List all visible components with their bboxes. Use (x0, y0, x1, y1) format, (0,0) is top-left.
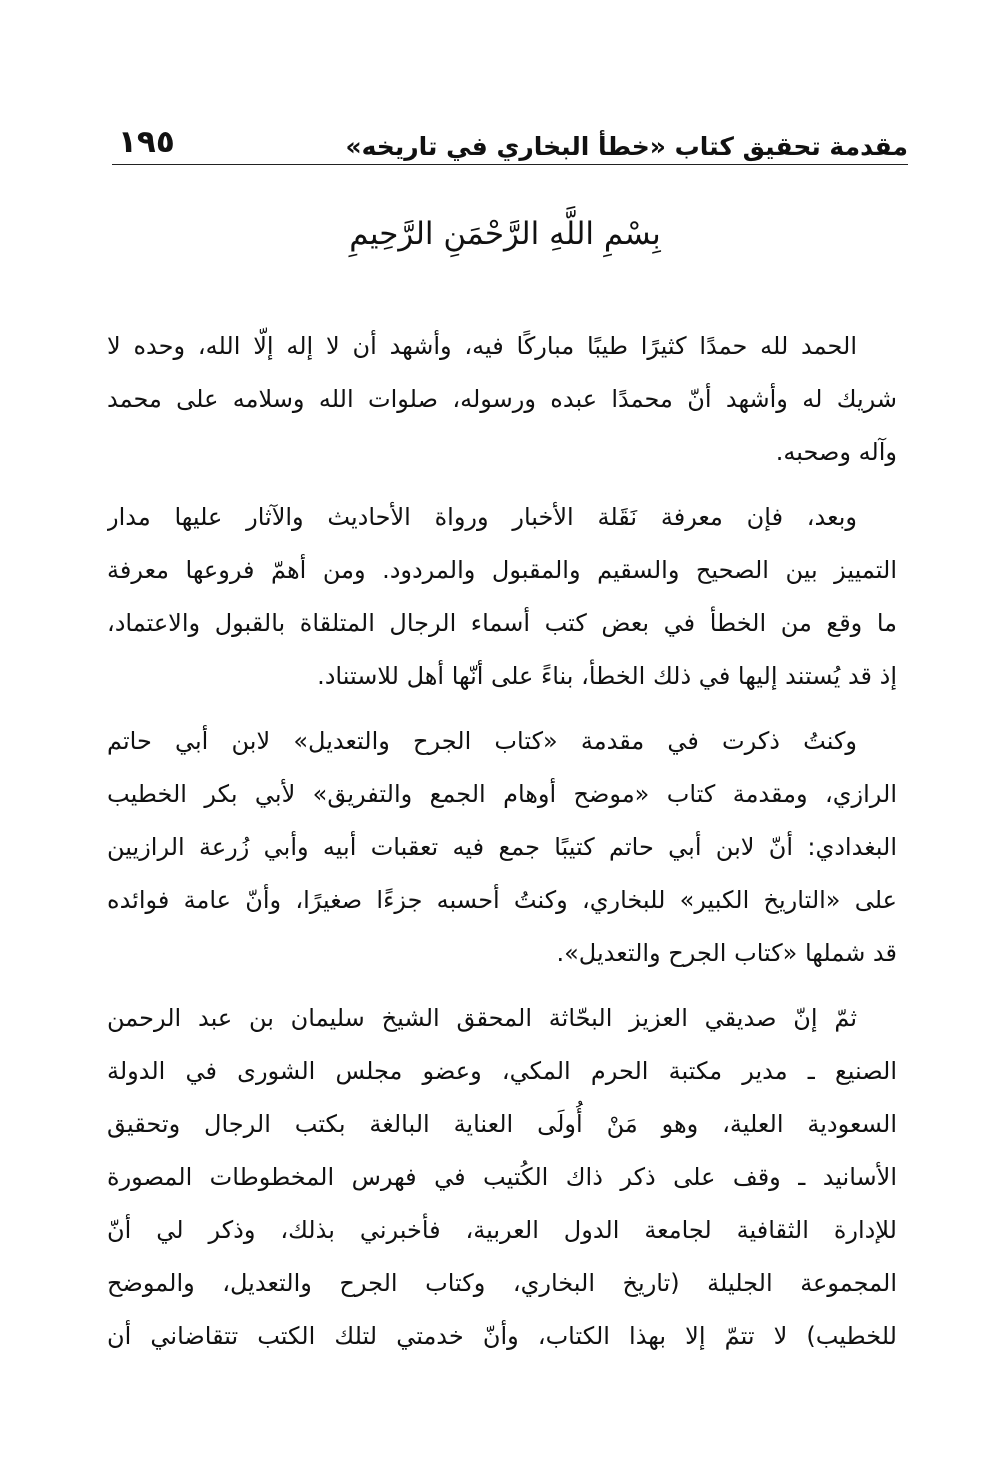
text-line: للخطيب) لا تتمّ إلا بهذا الكتاب، وأنّ خدمتي لتلك الكتب تتقاضاني أن (107, 1322, 897, 1350)
text-line: وكنتُ ذكرت في مقدمة «كتاب الجرح والتعديل» لابن أبي حاتم (107, 727, 857, 755)
text-line: الأسانيد ـ وقف على ذكر ذاك الكُتيب في فهرس المخطوطات المصورة (107, 1163, 897, 1191)
text-line: وبعد، فإن معرفة نَقَلة الأخبار ورواة الأحاديث والآثار عليها مدار (107, 503, 857, 531)
text-line: إذ قد يُستند إليها في ذلك الخطأ، بناءً على أنّها أهل للاستناد. (317, 662, 897, 690)
text-line: السعودية العلية، وهو مَنْ أُولَى العناية البالغة بكتب الرجال وتحقيق (107, 1110, 897, 1138)
text-line: المجموعة الجليلة (تاريخ البخاري، وكتاب الجرح والتعديل، والموضح (107, 1269, 897, 1297)
basmala-calligraphy: بِسْمِ اللَّهِ الرَّحْمَنِ الرَّحِيمِ (349, 216, 661, 252)
text-line: الصنيع ـ مدير مكتبة الحرم المكي، وعضو مجلس الشورى في الدولة (107, 1057, 897, 1085)
paragraph-1 (107, 320, 897, 479)
paragraph-3 (107, 715, 897, 980)
text-line: التمييز بين الصحيح والسقيم والمقبول والمردود. ومن أهمّ فروعها معرفة (107, 556, 897, 584)
text-line: قد شملها «كتاب الجرح والتعديل». (556, 939, 897, 967)
page-header (112, 118, 908, 168)
text-line: للإدارة الثقافية لجامعة الدول العربية، فأخبرني بذلك، وذكر لي أنّ (107, 1216, 897, 1244)
text-line: الحمد لله حمدًا كثيرًا طيبًا مباركًا فيه، وأشهد أن لا إله إلّا الله، وحده لا (107, 332, 857, 360)
text-line: شريك له وأشهد أنّ محمدًا عبده ورسوله، صلوات الله وسلامه على محمد (107, 385, 897, 413)
text-line: الرازي، ومقدمة كتاب «موضح أوهام الجمع والتفريق» لأبي بكر الخطيب (107, 780, 897, 808)
text-line: ثمّ إنّ صديقي العزيز البحّاثة المحقق الشيخ سليمان بن عبد الرحمن (107, 1004, 857, 1032)
main-text (107, 320, 897, 1375)
text-line: البغدادي: أنّ لابن أبي حاتم كتيبًا جمع فيه تعقبات أبيه وأبي زُرعة الرازيين (107, 833, 897, 861)
text-line: على «التاريخ الكبير» للبخاري، وكنتُ أحسبه جزءًا صغيرًا، وأنّ عامة فوائده (107, 886, 897, 914)
paragraph-4 (107, 992, 897, 1363)
header-divider (112, 164, 908, 165)
running-head: مقدمة تحقيق كتاب «خطأ البخاري في تاريخه» (345, 132, 908, 161)
paragraph-2 (107, 491, 897, 703)
text-line: وآله وصحبه. (775, 438, 897, 466)
text-line: ما وقع من الخطأ في بعض كتب أسماء الرجال المتلقاة بالقبول والاعتماد، (107, 609, 897, 637)
page-number: ١٩٥ (118, 124, 175, 160)
